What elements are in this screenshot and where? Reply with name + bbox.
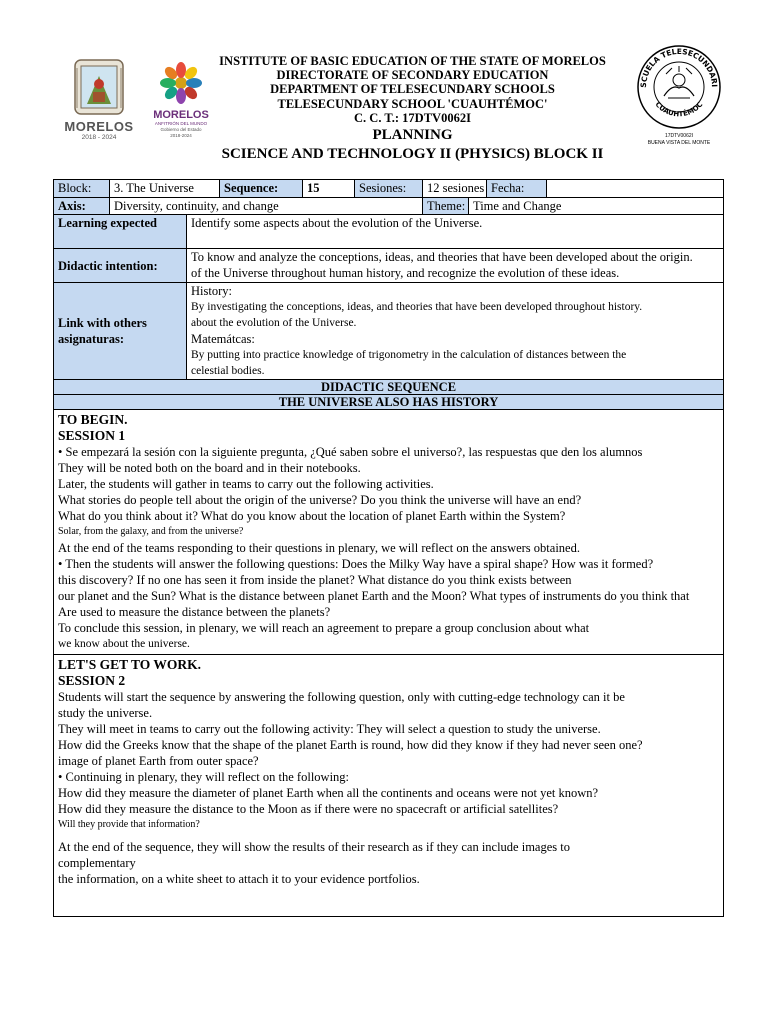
session2-line-1: Students will start the sequence by answering the following question, only with cutting-edge technology can it be xyxy=(58,690,625,704)
didactic-row xyxy=(54,249,724,283)
block-value: 3. The Universe xyxy=(110,180,220,198)
link-math: Matemátcas: xyxy=(191,332,255,346)
link-math-2: celestial bodies. xyxy=(191,365,265,377)
sesiones-value: 12 sesiones xyxy=(423,180,487,198)
planning-title: PLANNING xyxy=(372,127,453,143)
morelos-right-sub1: Gobierno del Estado xyxy=(160,127,202,132)
axis-row xyxy=(54,198,724,215)
header-line-3: DEPARTMENT OF TELESECUNDARY SCHOOLS xyxy=(270,82,555,96)
planning-table xyxy=(53,179,724,917)
session1-line-4: What stories do people tell about the origin of the universe? Do you think the universe will have an end? xyxy=(58,493,582,507)
session2-line-10: At the end of the sequence, they will show the results of their research as if they can include images to xyxy=(58,840,570,854)
morelos-right-text: MORELOS xyxy=(153,109,209,121)
link-history-1: By investigating the conceptions, ideas, and theories that have been developed throughout history. xyxy=(191,301,643,313)
block-row xyxy=(54,180,724,198)
session1-line-8: • Then the students will answer the following questions: Does the Milky Way have a spiral shape? How was it formed? xyxy=(58,557,654,571)
subject-title: SCIENCE AND TECHNOLOGY II (PHYSICS) BLOCK II xyxy=(221,146,604,162)
link-history: History: xyxy=(191,284,232,298)
link-history-2: about the evolution of the Universe. xyxy=(191,317,357,329)
learning-label: Learning expected xyxy=(54,215,187,249)
universe-history-subtitle: THE UNIVERSE ALSO HAS HISTORY xyxy=(54,395,724,410)
session-1-row xyxy=(54,410,724,655)
theme-value: Time and Change xyxy=(469,198,724,215)
header-line-2: DIRECTORATE OF SECONDARY EDUCATION xyxy=(276,68,549,82)
didactic-line-1: To know and analyze the conceptions, ideas, and theories that have been developed about the origin. xyxy=(191,250,693,264)
block-label: Block: xyxy=(54,180,110,198)
school-seal-logo xyxy=(636,44,722,148)
session1-heading-2: SESSION 1 xyxy=(58,428,126,443)
header-line-5: C. C. T.: 17DTV0062I xyxy=(354,111,471,125)
learning-row xyxy=(54,215,724,249)
session-2-row xyxy=(54,655,724,917)
theme-label: Theme: xyxy=(423,198,469,215)
session2-line-5: image of planet Earth from outer space? xyxy=(58,754,259,768)
link-math-1: By putting into practice knowledge of trigonometry in the calculation of distances between the xyxy=(191,349,627,361)
svg-text:ESCUELA TELESECUNDARIA xyxy=(636,44,719,88)
morelos-coat-of-arms-logo xyxy=(63,58,135,141)
session1-line-3: Later, the students will gather in teams to carry out the following activities. xyxy=(58,477,434,491)
session2-line-8: How did they measure the distance to the Moon as if there were no spacecraft or artificial satellites? xyxy=(58,802,559,816)
session2-line-4: How did the Greeks know that the shape of the planet Earth is round, how did they know if they had never seen one? xyxy=(58,738,643,752)
session1-line-5: What do you think about it? What do you know about the location of planet Earth within the System? xyxy=(58,509,566,523)
session1-line-11: Are used to measure the distance between the planets? xyxy=(58,605,331,619)
session2-heading-1: LET'S GET TO WORK. xyxy=(58,657,202,672)
fecha-label: Fecha: xyxy=(487,180,547,198)
session1-heading-1: TO BEGIN. xyxy=(58,412,128,427)
seal-bottom-text: CUAUHTÉMOC xyxy=(653,100,705,119)
morelos-right-tagline: ANFITRIÓN DEL MUNDO xyxy=(154,121,208,126)
svg-text:CUAUHTÉMOC xyxy=(654,101,705,119)
sesiones-label: Sesiones: xyxy=(359,181,407,195)
school-seal-icon xyxy=(636,44,722,130)
sequence-value: 15 xyxy=(303,180,355,198)
link-row xyxy=(54,283,724,380)
learning-value: Identify some aspects about the evolution of the Universe. xyxy=(187,215,724,249)
session1-line-12: To conclude this session, in plenary, we will reach an agreement to prepare a group conclusion about what xyxy=(58,621,590,635)
session2-line-2: study the universe. xyxy=(58,706,153,720)
axis-value: Diversity, continuity, and change xyxy=(110,198,423,215)
session1-line-13: we know about the universe. xyxy=(58,638,190,650)
seal-code: 17DTV0062I xyxy=(664,133,694,139)
morelos-left-years: 2018 - 2024 xyxy=(81,134,117,141)
session1-line-6: Solar, from the galaxy, and from the universe? xyxy=(58,526,244,537)
session1-line-1: • Se empezará la sesión con la siguiente pregunta, ¿Qué saben sobre el universo?, las respuestas que den los alumnos xyxy=(58,445,643,459)
link-label: Link with others asignaturas: xyxy=(54,283,187,380)
session1-line-2: They will be noted both on the board and in their notebooks. xyxy=(58,461,361,475)
header-line-1: INSTITUTE OF BASIC EDUCATION OF THE STATE OF MORELOS xyxy=(219,54,606,68)
sequence-label: Sequence: xyxy=(220,180,303,198)
sequence-title-row xyxy=(54,380,724,395)
didactic-line-2: of the Universe throughout human history, and recognize the evolution of these ideas. xyxy=(191,266,620,280)
session2-line-9: Will they provide that information? xyxy=(58,819,200,830)
sequence-subtitle-row xyxy=(54,395,724,410)
session1-line-9: this discovery? If no one has seen it from inside the planet? What distance do you think exists between xyxy=(58,573,572,587)
seal-place: BUENA VISTA DEL MONTE xyxy=(647,140,711,146)
session1-line-10: our planet and the Sun? What is the distance between planet Earth and the Moon? What types of instruments do you think that xyxy=(58,589,690,603)
session2-line-11: complementary xyxy=(58,856,136,870)
coat-of-arms-icon xyxy=(63,58,135,118)
session1-line-7: At the end of the teams responding to their questions in plenary, we will reflect on the answers obtained. xyxy=(58,541,580,555)
morelos-left-text: MORELOS xyxy=(64,119,134,134)
seal-top-text: SCUELA TELESECUNDARI xyxy=(638,46,720,89)
didactic-label: Didactic intention: xyxy=(54,249,187,283)
didactic-sequence-title: DIDACTIC SEQUENCE xyxy=(54,380,724,395)
fecha-value xyxy=(547,180,724,198)
session2-line-6: • Continuing in plenary, they will reflect on the following: xyxy=(58,770,350,784)
session2-line-3: They will meet in teams to carry out the following activity: They will select a question to study the universe. xyxy=(58,722,601,736)
session2-line-7: How did they measure the diameter of planet Earth when all the continents and oceans were not yet known? xyxy=(58,786,599,800)
session2-line-12: the information, on a white sheet to attach it to your evidence portfolios. xyxy=(58,872,420,886)
morelos-right-sub2: 2018-2024 xyxy=(170,133,192,138)
axis-label: Axis: xyxy=(54,198,110,215)
session2-heading-2: SESSION 2 xyxy=(58,673,126,688)
header-line-4: TELESECUNDARY SCHOOL 'CUAUHTÉMOC' xyxy=(277,97,548,111)
